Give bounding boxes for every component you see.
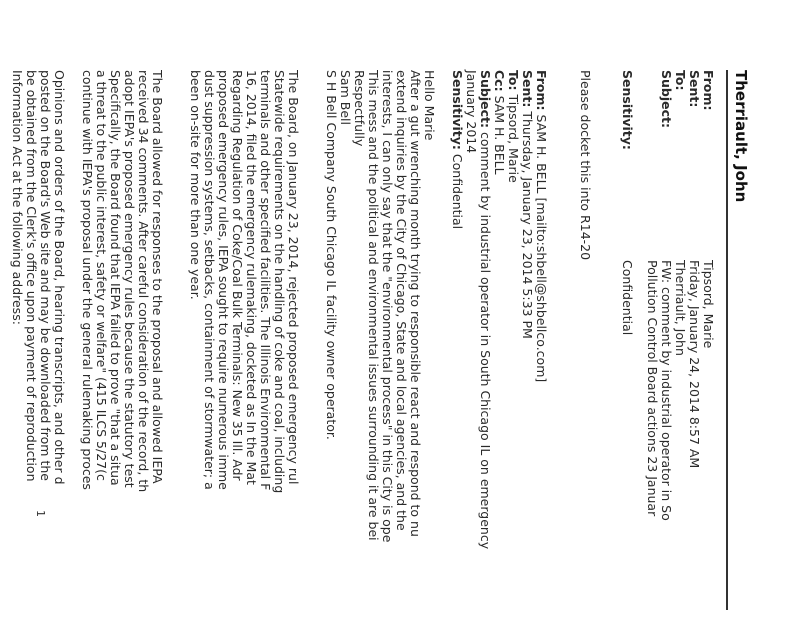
letter-line: After a gut wrenching month trying to responsible react and respond to nu xyxy=(408,70,423,537)
paragraph3-line: Information Act at the following address: xyxy=(10,70,25,325)
fwd-to xyxy=(506,70,520,183)
fwd-cc-label: Cc: xyxy=(492,70,507,92)
document-header-name: Therriault, John xyxy=(732,70,750,203)
fwd-from-label: From: xyxy=(534,70,549,111)
paragraph2-line: continue with IEPA's proposal under the general rulemaking proces xyxy=(80,70,95,490)
paragraph1-line: terminals and other specified facilities. The Illinois Environmental F xyxy=(258,70,273,491)
meta-label-subject: Subject: xyxy=(659,70,674,128)
fwd-subject-label: Subject: xyxy=(478,70,493,128)
meta-value-subject-cont: Pollution Control Board actions 23 Januar xyxy=(645,260,660,517)
fwd-sensitivity-value: Confidential xyxy=(450,153,465,230)
fwd-sent xyxy=(520,70,534,339)
meta-label-to: To: xyxy=(673,70,688,91)
page-number: 1 xyxy=(34,510,47,517)
paragraph1-line: Statewide requirements on the handling of coke and coal, including xyxy=(272,70,287,494)
fwd-cc-value: SAM H. BELL xyxy=(492,95,507,175)
meta-label-from: From: xyxy=(701,70,716,111)
paragraph2-line: adopt IEPA's proposed emergency rules because the statutory test xyxy=(122,70,137,488)
fwd-subject xyxy=(478,70,492,549)
fwd-cc xyxy=(492,70,506,175)
fwd-to-label: To: xyxy=(506,70,521,91)
paragraph1-line: proposed emergency rules, IEPA sought to require numerous imme xyxy=(216,70,231,490)
header-rule xyxy=(726,70,728,610)
meta-value-sensitivity: Confidential xyxy=(620,260,635,336)
paragraph2-line: The Board allowed for responses to the proposal and allowed IEPA xyxy=(150,70,165,484)
letter-line: Hello Marie xyxy=(422,70,437,141)
paragraph1-line: been on-site for more than one year. xyxy=(188,70,203,300)
meta-label-sent: Sent: xyxy=(687,70,702,108)
letter-line: Sam Bell xyxy=(338,70,353,125)
paragraph2-line: Specifically, the Board found that IEPA failed to prove "that a situa xyxy=(108,70,123,486)
meta-value-from: Tipsord, Marie xyxy=(701,260,716,349)
fwd-subject-value: comment by industrial operator in South Chicago IL on emergency xyxy=(478,131,493,550)
fwd-subject-cont: January 2014 xyxy=(464,70,479,154)
fwd-sent-value: Thursday, January 23, 2014 5:33 PM xyxy=(520,111,535,339)
meta-value-sent: Friday, January 24, 2014 8:57 AM xyxy=(687,260,702,469)
meta-label-sensitivity: Sensitivity: xyxy=(620,70,635,150)
docket-request: Please docket this into R14-20 xyxy=(578,70,593,261)
fwd-from-value: SAM H. BELL [mailto:shbell@shbellco.com] xyxy=(534,114,549,383)
paragraph1-line: Regarding Regulation of Coke/Coal Bulk Terminals: New 35 Ill. Adr xyxy=(230,70,245,481)
letter-line: Respectfully xyxy=(352,70,367,147)
paragraph1-line: dust suppression systems, setbacks, containment of stormwater; a xyxy=(202,70,217,490)
paragraph3-line: be obtained from the Clerk's office upon payment of reproduction xyxy=(24,70,39,482)
paragraph2-line: received 34 comments. After careful consideration of the record, th xyxy=(136,70,151,493)
fwd-sent-label: Sent: xyxy=(520,70,535,108)
letter-line: interests, I can only say that the "environmental process" in this City is ope xyxy=(380,70,395,543)
fwd-sensitivity xyxy=(450,70,464,229)
fwd-to-value: Tipsord, Marie xyxy=(506,94,521,183)
letter-line: extend inquiries by the City of Chicago, State and local agencies, and the xyxy=(394,70,409,531)
fwd-from xyxy=(534,70,548,382)
paragraph3-line: Opinions and orders of the Board, hearing transcripts, and other d xyxy=(52,70,67,485)
paragraph1-line: The Board, on January 23, 2014, rejected proposed emergency rul xyxy=(286,70,301,485)
paragraph3-line: posted on the Board's Web site and may be downloaded from the xyxy=(38,70,53,481)
paragraph1-line: 16, 2014, filed the emergency rulemaking, docketed as In the Mat xyxy=(244,70,259,485)
fwd-sensitivity-label: Sensitivity: xyxy=(450,70,465,150)
letter-line: This mess and the political and environmental issues surrounding it are bei xyxy=(366,70,381,541)
meta-value-subject: FW: comment by industrial operator in So xyxy=(659,260,674,521)
meta-value-to: Therriault, John xyxy=(673,260,688,356)
paragraph2-line: a threat to the public interest, safety or welfare" (415 ILCS 5/27(c xyxy=(94,70,109,481)
letter-line: S H Bell Company South Chicago IL facility owner operator. xyxy=(324,70,339,440)
